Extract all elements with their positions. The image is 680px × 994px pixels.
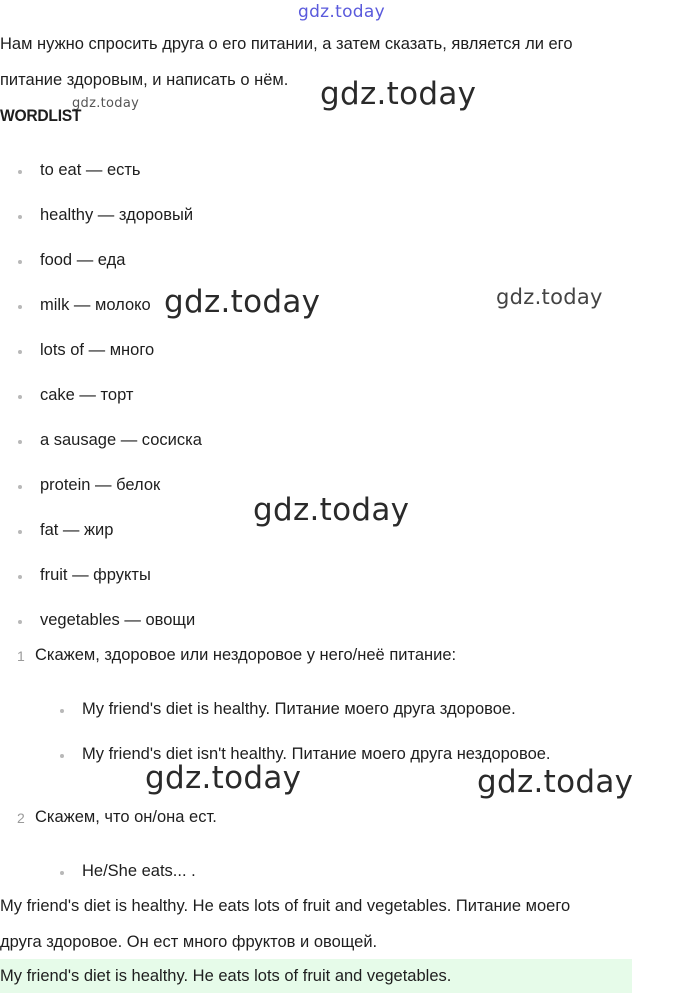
highlighted-answer: My friend's diet is healthy. He eats lots of fruit and vegetables. [0, 967, 452, 985]
step-number: 2 [17, 810, 25, 826]
list-item: He/She eats... . [82, 862, 196, 880]
answer-line: My friend's diet is healthy. He eats lots of fruit and vegetables. Питание моего [0, 897, 571, 915]
watermark: gdz.today [320, 76, 477, 112]
bullet-icon [60, 871, 64, 875]
list-item: vegetables — овощи [40, 611, 196, 629]
bullet-icon [60, 709, 64, 713]
list-item: a sausage — сосиска [40, 431, 202, 449]
list-item: fat — жир [40, 521, 114, 539]
step-text: Скажем, здоровое или нездоровое у него/неё питание: [35, 646, 457, 664]
bullet-icon [18, 350, 22, 354]
bullet-icon [18, 395, 22, 399]
list-item: food — еда [40, 251, 126, 269]
intro-line: Нам нужно спросить друга о его питании, а затем сказать, является ли его [0, 35, 573, 53]
bullet-icon [60, 754, 64, 758]
answer-line: друга здоровое. Он ест много фруктов и овощей. [0, 933, 378, 951]
bullet-icon [18, 305, 22, 309]
step-number: 1 [17, 648, 25, 664]
watermark-small: gdz.today [72, 96, 140, 111]
list-item: protein — белок [40, 476, 161, 494]
list-item: milk — молоко [40, 296, 151, 314]
bullet-icon [18, 215, 22, 219]
list-item: cake — торт [40, 386, 134, 404]
list-item: fruit — фрукты [40, 566, 151, 584]
list-item: lots of — много [40, 341, 155, 359]
bullet-icon [18, 620, 22, 624]
wordlist-title: WORDLIST [0, 106, 82, 125]
bullet-icon [18, 485, 22, 489]
watermark-top: gdz.today [298, 2, 385, 22]
list-item: healthy — здоровый [40, 206, 194, 224]
list-item: My friend's diet isn't healthy. Питание моего друга нездоровое. [82, 745, 551, 763]
step-text: Скажем, что он/она ест. [35, 808, 217, 826]
list-item: to eat — есть [40, 161, 141, 179]
bullet-icon [18, 530, 22, 534]
bullet-icon [18, 170, 22, 174]
watermark: gdz.today [164, 284, 321, 320]
watermark: gdz.today [253, 492, 410, 528]
watermark: gdz.today [145, 760, 302, 796]
watermark: gdz.today [477, 764, 634, 800]
bullet-icon [18, 260, 22, 264]
bullet-icon [18, 440, 22, 444]
intro-line: питание здоровым, и написать о нём. [0, 71, 289, 89]
watermark: gdz.today [496, 285, 603, 309]
list-item: My friend's diet is healthy. Питание моего друга здоровое. [82, 700, 516, 718]
bullet-icon [18, 575, 22, 579]
